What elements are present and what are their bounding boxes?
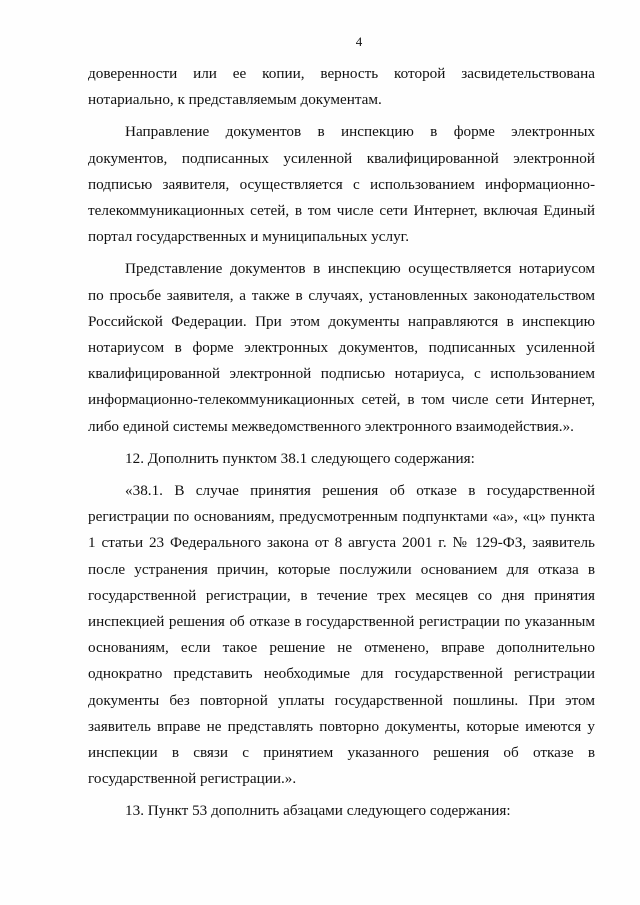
paragraph-clause-38-1: «38.1. В случае принятия решения об отказе в государственной регистрации по основаниям, предусмотренным подпунктами «а», «ц» пункта 1 статьи 23 Федерального закона от 8 августа 2001 г. № 129-ФЗ, заявитель после устранения причин, которые послужили основанием для отказа в государственной регистрации, в течение трех месяцев со дня принятия инспекцией решения об отказе в государственной регистрации по указанным основаниям, если такое решение не отменено, вправе дополнительно однократно представить необходимые для государственной регистрации документы без повторной уплаты государственной пошлины. При этом заявитель вправе не представлять повторно документы, которые имеются у инспекции в связи с принятием указанного решения об отказе в государственной регистрации.». (88, 482, 595, 788)
paragraph-electronic-submission: Направление документов в инспекцию в форме электронных документов, подписанных усиленной квалифицированной электронной подписью заявителя, осуществляется с использованием информационно-телекоммуникационных сетей, в том числе сети Интернет, включая Единый портал государственных и муниципальных услуг. (88, 123, 595, 246)
paragraph-continuation: доверенности или ее копии, верность которой засвидетельствована нотариально, к представляемым документам. (88, 65, 595, 109)
paragraph-item-12: 12. Дополнить пунктом 38.1 следующего содержания: (125, 449, 475, 467)
document-body (88, 61, 595, 831)
paragraph-notary-submission: Представление документов в инспекцию осуществляется нотариусом по просьбе заявителя, а также в случаях, установленных законодательством Российской Федерации. При этом документы направляются в инспекцию нотариусом в форме электронных документов, подписанных усиленной квалифицированной электронной подписью нотариуса, с использованием информационно-телекоммуникационных сетей, в том числе сети Интернет, либо единой системы межведомственного электронного взаимодействия.». (88, 260, 595, 435)
page-number: 4 (355, 34, 363, 49)
paragraph-item-13: 13. Пункт 53 дополнить абзацами следующего содержания: (125, 802, 511, 820)
